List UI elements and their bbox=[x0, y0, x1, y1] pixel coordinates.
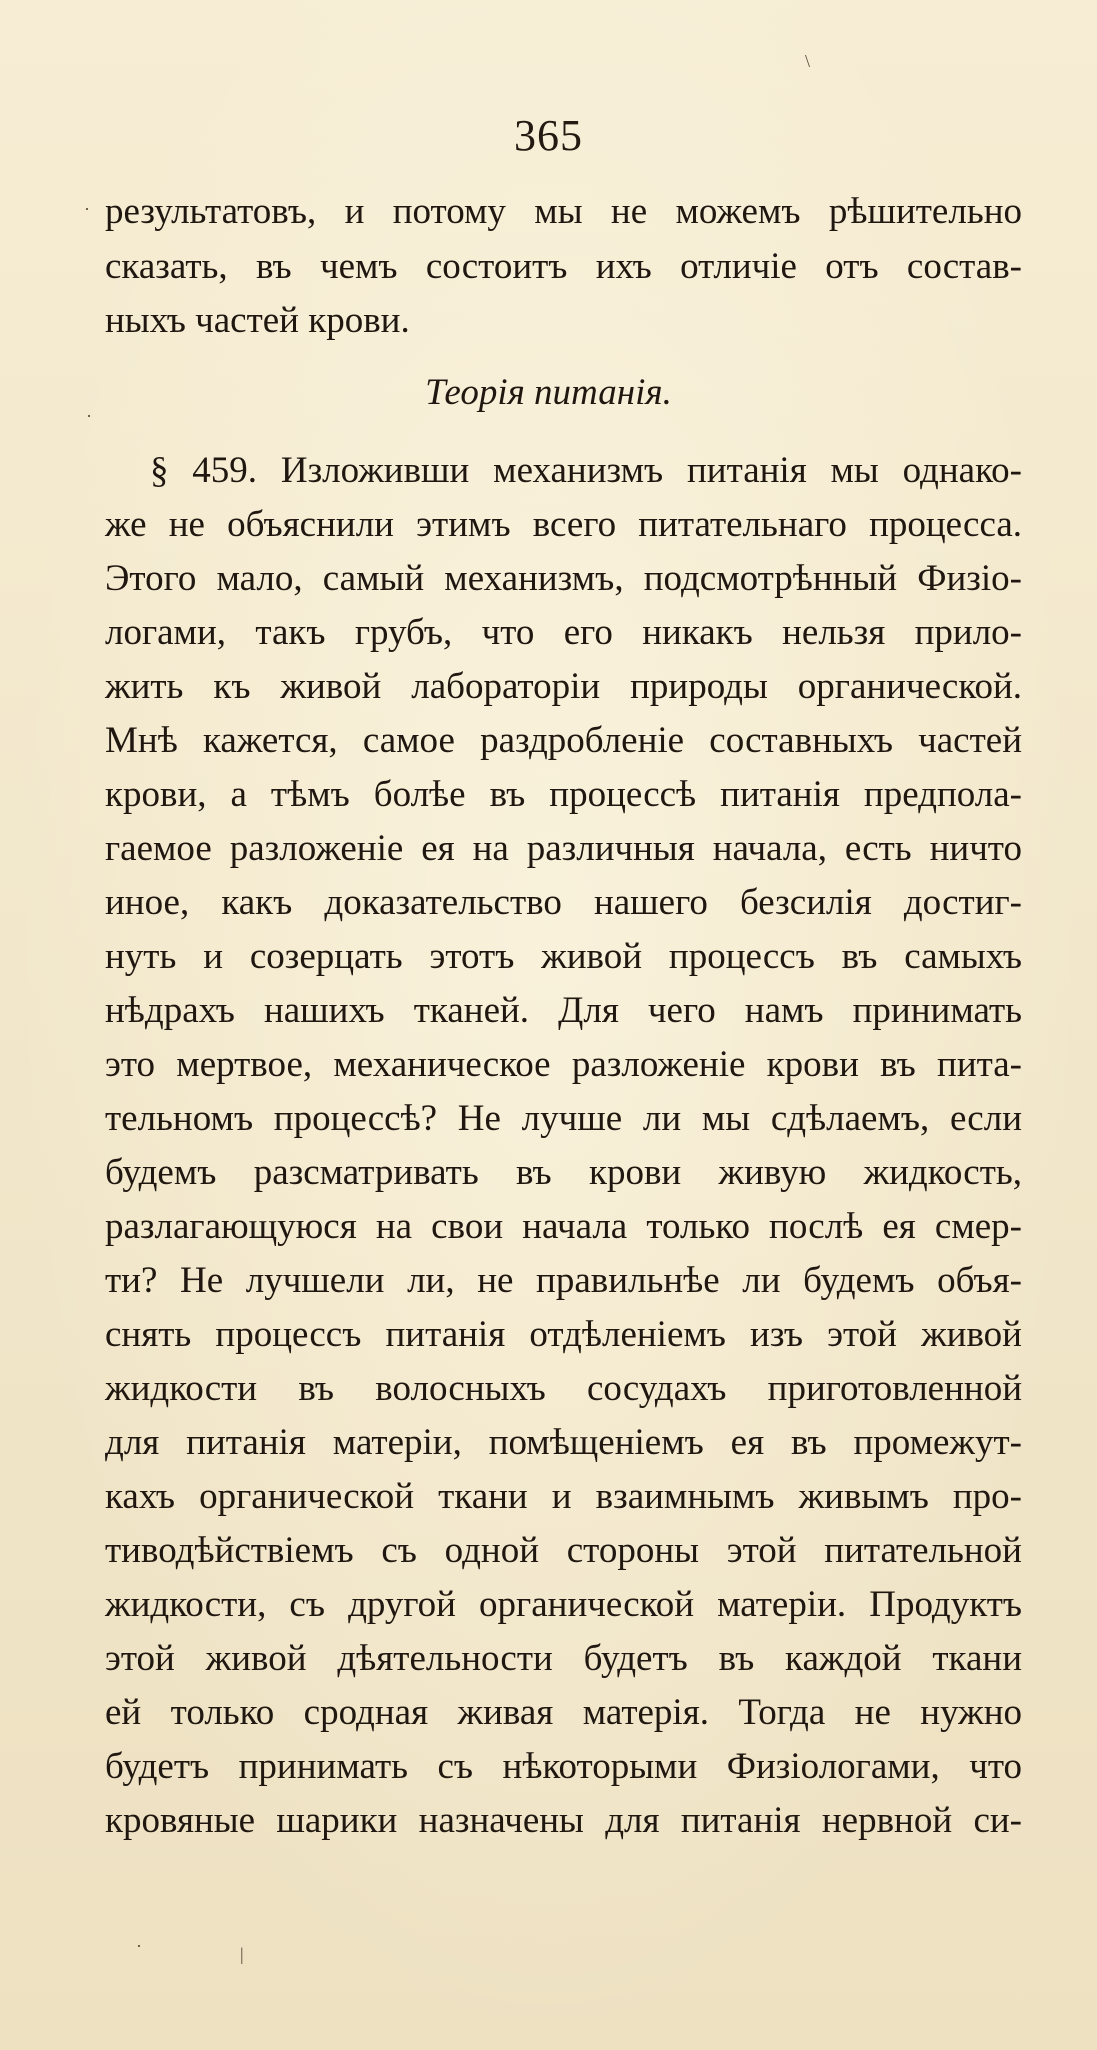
paper-speck: \ bbox=[805, 51, 811, 71]
text-line: нѣдрахъ нашихъ тканей. Для чего намъ принимать bbox=[105, 990, 1022, 1031]
text-line: крови, а тѣмъ болѣе въ процессѣ питанія предпола- bbox=[105, 774, 1022, 815]
text-line: для питанія матеріи, помѣщеніемъ ея въ промежут- bbox=[105, 1422, 1022, 1463]
text-line: сказать, въ чемъ состоитъ ихъ отличіе отъ состав- bbox=[105, 246, 1022, 287]
paper-speck: | bbox=[240, 1944, 244, 1964]
paper-speck: · bbox=[136, 1936, 142, 1956]
section-heading: Теорія питанія. bbox=[425, 372, 672, 413]
text-line: же не объяснили этимъ всего питательнаго процесса. bbox=[105, 504, 1022, 545]
text-line: этой живой дѣятельности будетъ въ каждой ткани bbox=[105, 1638, 1022, 1679]
text-line: ти? Не лучшели ли, не правильнѣе ли будемъ объя- bbox=[105, 1260, 1022, 1301]
text-line: разлагающуюся на свои начала только послѣ ея смер- bbox=[105, 1206, 1022, 1247]
paper-speck: · bbox=[86, 406, 92, 426]
text-line: тельномъ процессѣ? Не лучше ли мы сдѣлаемъ, если bbox=[105, 1098, 1022, 1139]
text-line: тиводѣйствіемъ съ одной стороны этой питательной bbox=[105, 1530, 1022, 1571]
text-line: будемъ разсматривать въ крови живую жидкость, bbox=[105, 1152, 1022, 1193]
text-line: логами, такъ грубъ, что его никакъ нельзя прило- bbox=[105, 612, 1022, 653]
text-line: снять процессъ питанія отдѣленіемъ изъ этой живой bbox=[105, 1314, 1022, 1355]
text-line: нуть и созерцать этотъ живой процессъ въ самыхъ bbox=[105, 936, 1022, 977]
text-line: кахъ органической ткани и взаимнымъ живымъ про- bbox=[105, 1476, 1022, 1517]
text-line: жидкости, съ другой органической матеріи. Продуктъ bbox=[105, 1584, 1022, 1625]
text-line: гаемое разложеніе ея на различныя начала, есть ничто bbox=[105, 828, 1022, 869]
paper-speck: · bbox=[84, 199, 90, 219]
page-number: 365 bbox=[514, 111, 583, 160]
text-line: Мнѣ кажется, самое раздробленіе составныхъ частей bbox=[105, 720, 1022, 761]
text-line: жить къ живой лабораторіи природы органической. bbox=[105, 666, 1022, 707]
text-line: это мертвое, механическое разложеніе крови въ пита- bbox=[105, 1044, 1022, 1085]
text-line: ныхъ частей крови. bbox=[105, 300, 410, 341]
text-line: иное, какъ доказательство нашего безсилія достиг- bbox=[105, 882, 1022, 923]
text-line: ей только сродная живая матерія. Тогда не нужно bbox=[105, 1692, 1022, 1733]
paragraph-first-line: § 459. Изложивши механизмъ питанія мы однако- bbox=[150, 450, 1022, 491]
text-line: результатовъ, и потому мы не можемъ рѣшительно bbox=[105, 191, 1022, 232]
text-line: будетъ принимать съ нѣкоторыми Физіологами, что bbox=[105, 1746, 1022, 1787]
text-line: кровяные шарики назначены для питанія нервной си- bbox=[105, 1800, 1022, 1841]
text-line: жидкости въ волосныхъ сосудахъ приготовленной bbox=[105, 1368, 1022, 1409]
text-line: Этого мало, самый механизмъ, подсмотрѣнный Физіо- bbox=[105, 558, 1022, 599]
